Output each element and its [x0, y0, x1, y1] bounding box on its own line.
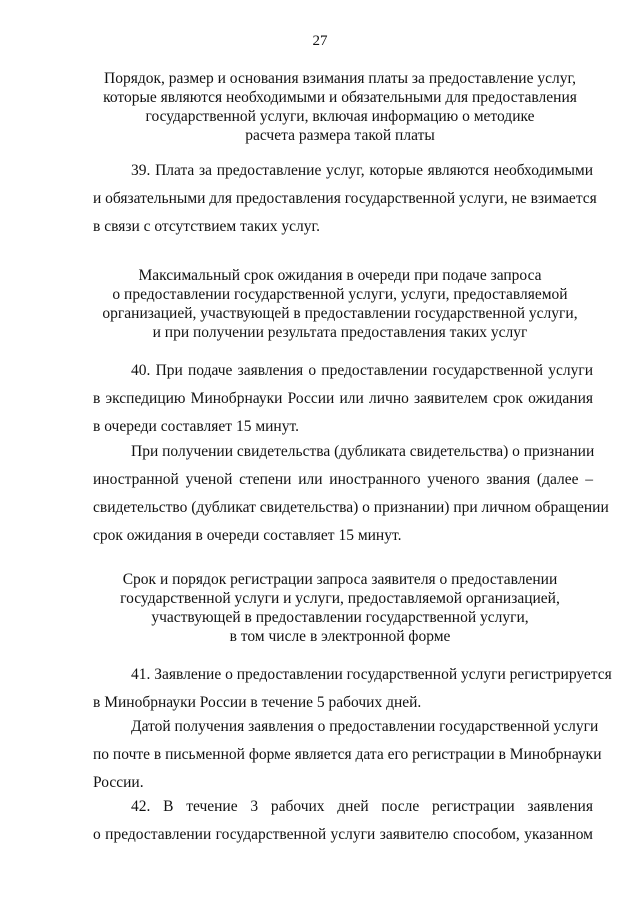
paragraph-41-continued: [93, 713, 602, 797]
heading-line: в том числе в электронной форме: [229, 628, 451, 645]
paragraph-line: в связи с отсутствием таких услуг.: [93, 218, 320, 235]
heading-line: которые являются необходимыми и обязательными для предоставления: [103, 89, 577, 106]
paragraph-40: [93, 357, 593, 441]
paragraph-line: иностранной ученой степени или иностранного ученого звания (далее –: [93, 471, 593, 488]
paragraph-line: срок ожидания в очереди составляет 15 минут.: [93, 527, 402, 544]
section-heading-registration: [80, 570, 600, 646]
paragraph-line: в Минобрнауки России в течение 5 рабочих дней.: [93, 694, 422, 711]
paragraph-line: о предоставлении государственной услуги заявителю способом, указанном: [93, 826, 593, 843]
paragraph-40-continued: [93, 438, 609, 550]
paragraph-42: [93, 793, 593, 849]
paragraph-line: по почте в письменной форме является дата его регистрации в Минобрнауки: [93, 746, 602, 763]
paragraph-line: Датой получения заявления о предоставлении государственной услуги: [131, 718, 599, 735]
page-number: 27: [312, 33, 328, 49]
paragraph-line: 41. Заявление о предоставлении государственной услуги регистрируется: [131, 666, 612, 683]
paragraph-line: При получении свидетельства (дубликата свидетельства) о признании: [131, 443, 595, 460]
paragraph-line: свидетельство (дубликат свидетельства) о признании) при личном обращении: [93, 499, 609, 516]
heading-line: государственной услуги, включая информацию о методике: [145, 108, 535, 125]
paragraph-41: [93, 661, 612, 717]
heading-line: расчета размера такой платы: [245, 127, 435, 144]
heading-line: Максимальный срок ожидания в очереди при подаче запроса: [138, 267, 542, 284]
section-heading-queue-time: [80, 266, 600, 342]
paragraph-line: России.: [93, 774, 144, 791]
paragraph-line: в очереди составляет 15 минут.: [93, 418, 299, 435]
heading-line: о предоставлении государственной услуги, услуги, предоставляемой: [112, 286, 568, 303]
heading-line: Порядок, размер и основания взимания платы за предоставление услуг,: [104, 70, 576, 87]
paragraph-line: 42. В течение 3 рабочих дней после регистрации заявления: [131, 798, 593, 815]
paragraph-39: [93, 157, 597, 241]
heading-line: государственной услуги и услуги, предоставляемой организацией,: [120, 590, 560, 607]
heading-line: организацией, участвующей в предоставлении государственной услуги,: [102, 305, 578, 322]
paragraph-line: 39. Плата за предоставление услуг, которые являются необходимыми: [131, 162, 593, 179]
heading-line: участвующей в предоставлении государственной услуги,: [151, 609, 529, 626]
section-heading-fee: [80, 69, 600, 145]
heading-line: и при получении результата предоставления таких услуг: [152, 324, 528, 341]
paragraph-line: и обязательными для предоставления государственной услуги, не взимается: [93, 190, 597, 207]
paragraph-line: 40. При подаче заявления о предоставлении государственной услуги: [131, 362, 593, 379]
heading-line: Срок и порядок регистрации запроса заявителя о предоставлении: [122, 571, 558, 588]
paragraph-line: в экспедицию Минобрнауки России или лично заявителем срок ожидания: [93, 390, 593, 407]
